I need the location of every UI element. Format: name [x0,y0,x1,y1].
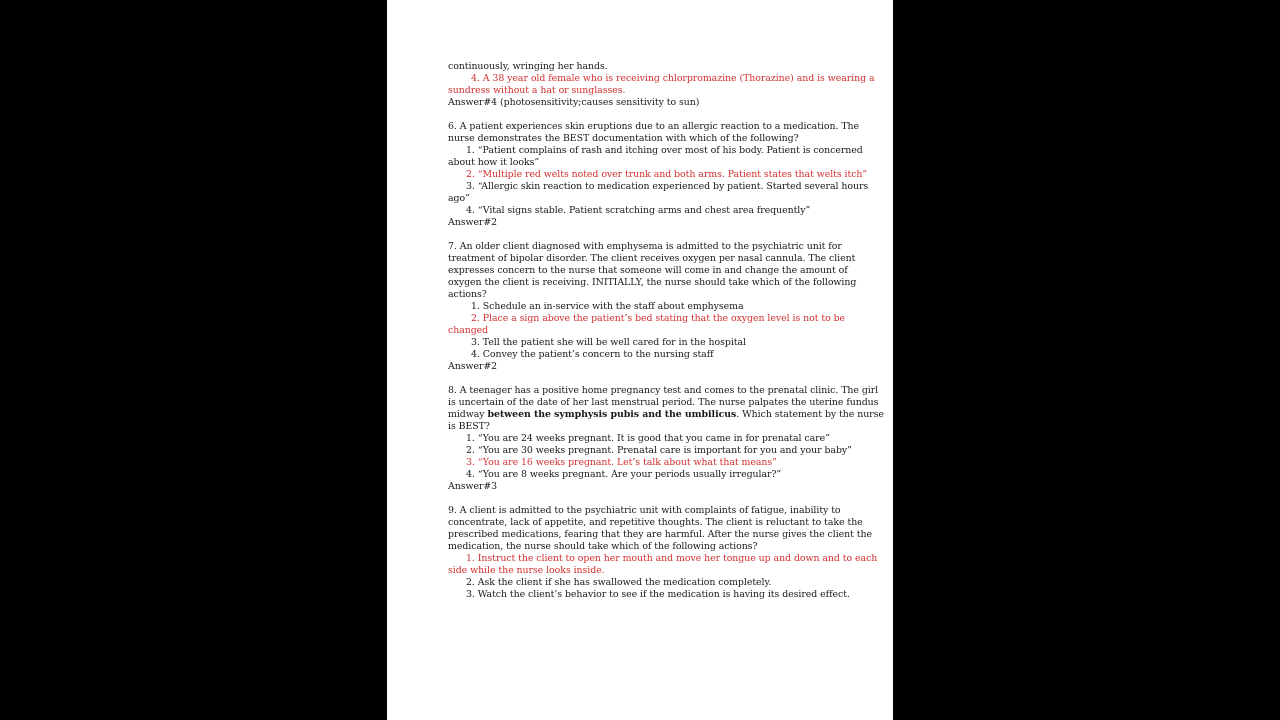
q9-option-1-correct: 1. Instruct the client to open her mouth and move her tongue up and down and to each [466,553,878,564]
q6-option-1: 1. “Patient complains of rash and itching over most of his body. Patient is concerned [466,145,863,156]
intro-line: continuously, wringing her hands. [448,61,608,72]
document-page [387,0,893,720]
q8-stem-bold: between the symphysis pubis and the umbilicus [487,409,737,420]
q8-stem [448,409,884,421]
q9-stem: prescribed medications, fearing that they are harmful. After the nurse gives the client the [448,529,872,540]
q9-option-3: 3. Watch the client’s behavior to see if the medication is having its desired effect. [466,589,850,600]
q6-stem: nurse demonstrates the BEST documentation with which of the following? [448,133,799,144]
q9-option-2: 2. Ask the client if she has swallowed the medication completely. [466,577,772,588]
q8-stem-part: . Which statement by the nurse [736,409,884,420]
intro-correct-option-cont: sundress without a hat or sunglasses. [448,85,626,96]
q8-option-2: 2. “You are 30 weeks pregnant. Prenatal care is important for you and your baby” [466,445,852,456]
q6-option-3: 3. “Allergic skin reaction to medication experienced by patient. Started several hours [466,181,869,192]
q7-option-2-correct: 2. Place a sign above the patient’s bed stating that the oxygen level is not to be [471,313,846,324]
intro-answer: Answer#4 (photosensitivity;causes sensitivity to sun) [448,97,700,108]
q6-answer: Answer#2 [448,217,498,228]
q6-option-1-cont: about how it looks” [448,157,540,168]
q6-option-2-correct: 2. “Multiple red welts noted over trunk and both arms. Patient states that welts itch” [466,169,868,180]
intro-correct-option: 4. A 38 year old female who is receiving chlorpromazine (Thorazine) and is wearing a [471,73,875,84]
q9-stem: 9. A client is admitted to the psychiatric unit with complaints of fatigue, inability to [448,505,841,516]
q8-option-1: 1. “You are 24 weeks pregnant. It is good that you came in for prenatal care” [466,433,830,444]
q9-stem: concentrate, lack of appetite, and repetitive thoughts. The client is reluctant to take the [448,517,863,528]
q7-option-3: 3. Tell the patient she will be well cared for in the hospital [471,337,746,348]
q7-stem: treatment of bipolar disorder. The client receives oxygen per nasal cannula. The client [448,253,856,264]
q7-option-2-correct-cont: changed [448,325,489,336]
q7-stem: expresses concern to the nurse that someone will come in and change the amount of [448,265,848,276]
q7-option-4: 4. Convey the patient’s concern to the nursing staff [471,349,714,360]
q6-stem: 6. A patient experiences skin eruptions due to an allergic reaction to a medication. The [448,121,860,132]
q9-option-1-correct-cont: side while the nurse looks inside. [448,565,605,576]
q6-option-4: 4. “Vital signs stable. Patient scratching arms and chest area frequently” [466,205,811,216]
q6-option-3-cont: ago” [448,193,470,204]
q8-stem: 8. A teenager has a positive home pregnancy test and comes to the prenatal clinic. The girl [448,385,879,396]
q8-stem-part: midway [448,409,488,420]
q7-stem: oxygen the client is receiving. INITIALLY, the nurse should take which of the following [448,277,857,288]
q7-stem: actions? [448,289,487,300]
q8-option-3-correct: 3. “You are 16 weeks pregnant. Let’s talk about what that means” [466,457,777,468]
q8-stem: is uncertain of the date of her last menstrual period. The nurse palpates the uterine fundus [448,397,879,408]
q7-answer: Answer#2 [448,361,498,372]
q8-stem: is BEST? [448,421,490,432]
q7-stem: 7. An older client diagnosed with emphysema is admitted to the psychiatric unit for [448,241,842,252]
q8-answer: Answer#3 [448,481,498,492]
q8-option-4: 4. “You are 8 weeks pregnant. Are your periods usually irregular?” [466,469,782,480]
document-content [448,61,884,601]
q7-option-1: 1. Schedule an in-service with the staff about emphysema [471,301,744,312]
q9-stem: medication, the nurse should take which of the following actions? [448,541,758,552]
